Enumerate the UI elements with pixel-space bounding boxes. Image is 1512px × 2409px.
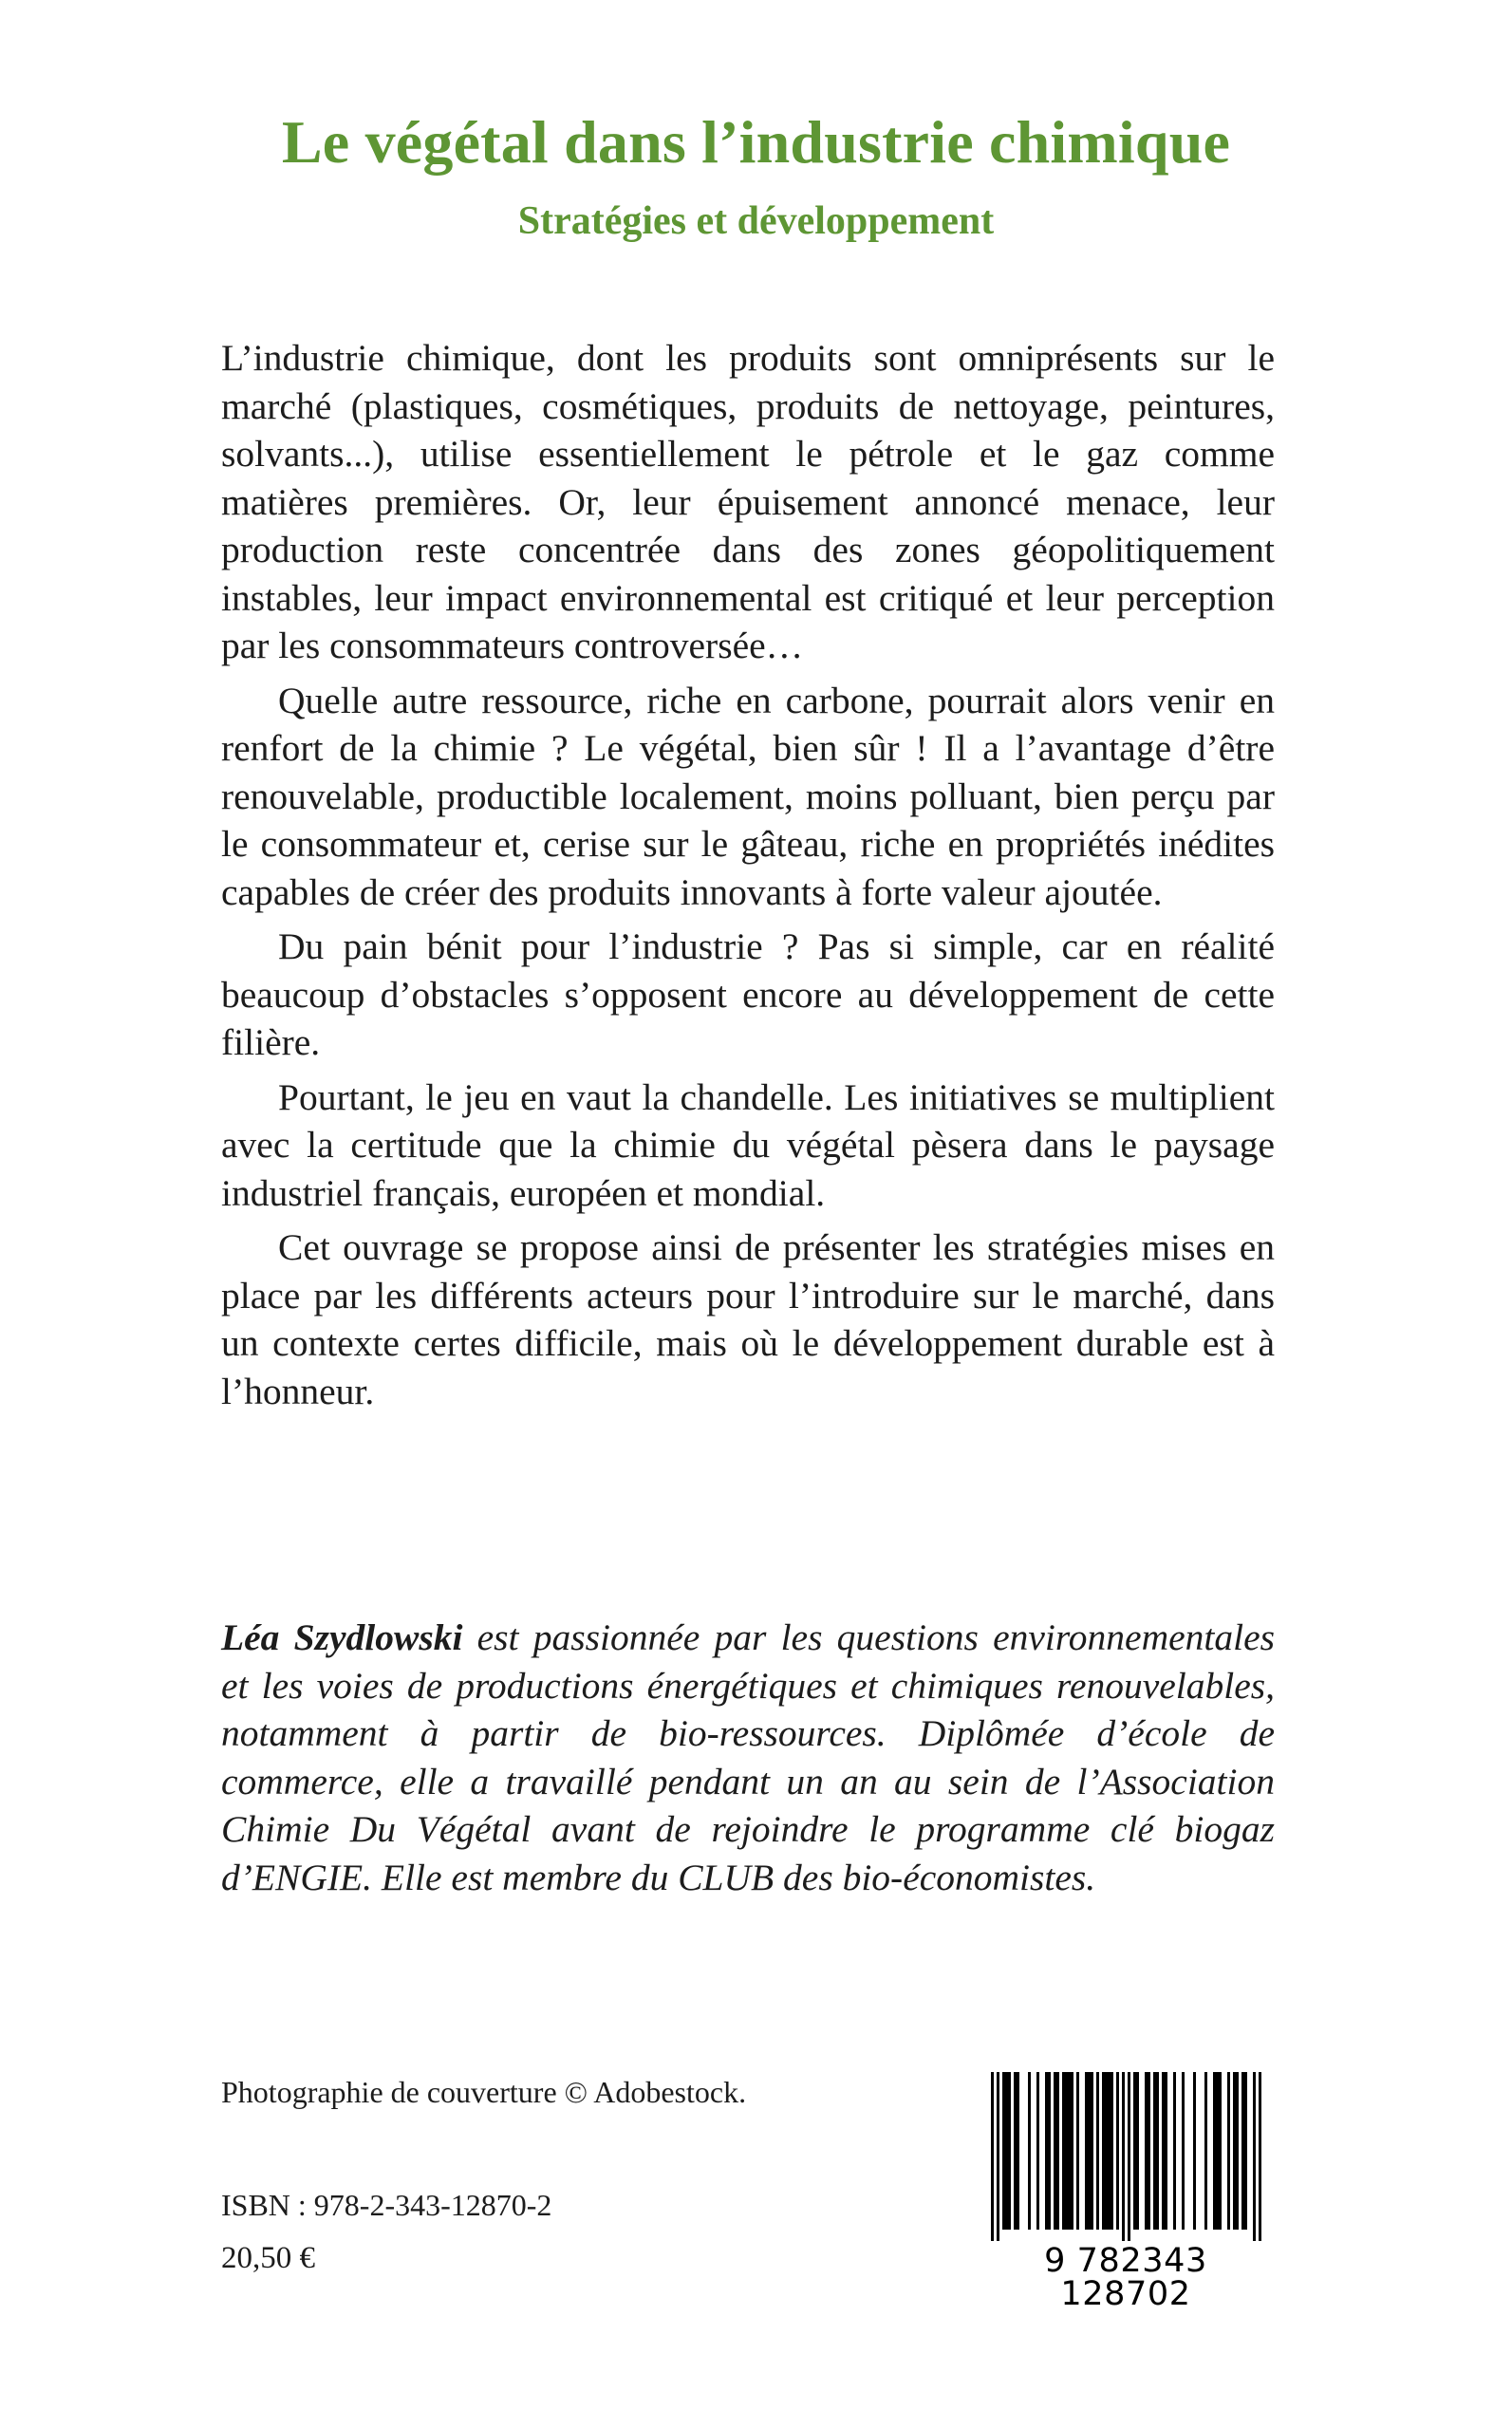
barcode-bar	[1102, 2072, 1105, 2230]
barcode-bar	[1148, 2072, 1150, 2230]
barcode-bar	[1145, 2072, 1148, 2230]
barcode-bar	[1204, 2072, 1207, 2230]
book-title: Le végétal dans l’industrie chimique	[281, 108, 1231, 176]
barcode-bar	[1213, 2072, 1216, 2230]
barcode-bar	[1111, 2072, 1113, 2230]
barcode-bar	[1105, 2072, 1108, 2230]
isbn: ISBN : 978-2-343-12870-2	[221, 2188, 552, 2222]
barcode-bar	[1244, 2072, 1247, 2230]
barcode-bar	[1136, 2072, 1139, 2230]
barcode-bar	[1045, 2072, 1048, 2230]
blurb-paragraph: Du pain bénit pour l’industrie ? Pas si simple, car en réalité beaucoup d’obstacles s’opposent encore au développement de cette filière.	[221, 925, 1275, 1063]
blurb-paragraph: Cet ouvrage se propose ainsi de présenter les stratégies mises en place par les différents acteurs pour l’introduire sur le marché, dans un contexte certes difficile, mais où le développement durable est à l’honneur.	[221, 1226, 1275, 1412]
author-bio-text: est passionnée par les questions environnementales et les voies de productions énergétiques et chimiques renouvelables, notamment à partir de bio-ressources. Diplômée d’école de commerce, elle a travaillé pendant un an au sein de l’Association Chimie Du Végétal avant de rejoindre le programme clé biogaz d’ENGIE. Elle est membre du CLUB des bio-économistes.	[221, 1616, 1275, 1898]
barcode-bar	[1048, 2072, 1051, 2230]
barcode-bar	[1241, 2072, 1244, 2230]
barcode-bar	[1096, 2072, 1099, 2230]
barcode-bar	[1028, 2072, 1031, 2230]
blurb-paragraph: Pourtant, le jeu en vaut la chandelle. Les initiatives se multiplient avec la certitude que la chimie du végétal pèsera dans le paysage industriel français, européen et mondial.	[221, 1075, 1275, 1214]
barcode-bar	[1108, 2072, 1111, 2230]
back-cover-blurb	[221, 334, 1275, 1422]
barcode-bar	[1062, 2072, 1065, 2230]
barcode-bar	[1153, 2072, 1156, 2230]
barcode-bar	[991, 2072, 994, 2241]
photo-credit: Photographie de couverture © Adobestock.	[221, 2075, 747, 2109]
barcode-bar	[1116, 2072, 1119, 2230]
barcode-bar	[1162, 2072, 1165, 2230]
barcode-bar	[1233, 2072, 1236, 2230]
barcode-bar	[1036, 2072, 1039, 2230]
barcode-bar	[1068, 2072, 1071, 2230]
barcode-bar	[1065, 2072, 1068, 2230]
barcode-bar	[1133, 2072, 1136, 2230]
price: 20,50 €	[221, 2241, 315, 2275]
book-subtitle: Stratégies et développement	[517, 199, 995, 243]
barcode-bar	[1165, 2072, 1167, 2230]
barcode-bar	[1173, 2072, 1176, 2230]
barcode-bar	[1002, 2072, 1005, 2230]
barcode-bar	[1076, 2072, 1079, 2230]
barcode-bar	[1008, 2072, 1011, 2230]
barcode-bar	[1128, 2072, 1130, 2241]
author-name: Léa Szydlowski	[221, 1616, 463, 1658]
barcode-bars	[978, 2072, 1274, 2243]
barcode-bar	[1253, 2072, 1256, 2241]
barcode-bar	[1227, 2072, 1230, 2230]
barcode-bar	[1236, 2072, 1239, 2230]
barcode-bar	[1056, 2072, 1059, 2230]
barcode-bar	[1259, 2072, 1261, 2241]
barcode-bar	[1091, 2072, 1093, 2230]
barcode-bar	[1088, 2072, 1091, 2230]
barcode-bar	[1017, 2072, 1019, 2230]
barcode-bar	[1216, 2072, 1219, 2230]
blurb-paragraph: L’industrie chimique, dont les produits sont omniprésents sur le marché (plastiques, cosmétiques, produits de nettoyage, peintures, solvants...), utilise essentiellement le pétrole et le gaz comme matières premières. Or, leur épuisement annoncé menace, leur production reste concentrée dans des zones géopolitiquement instables, leur impact environnemental est critiqué et leur perception par les consommateurs controversée…	[221, 337, 1275, 666]
barcode-bar	[1005, 2072, 1008, 2230]
barcode	[978, 2072, 1274, 2313]
blurb-paragraph: Quelle autre ressource, riche en carbone, pourrait alors venir en renfort de la chimie ? Le végétal, bien sûr ! Il a l’avantage d’être renouvelable, productible localement, moins polluant, bien perçu par le consommateur et, cerise sur le gâteau, riche en propriétés inédites capables de créer des produits innovants à forte valeur ajoutée.	[221, 679, 1275, 913]
barcode-bar	[1085, 2072, 1088, 2230]
author-bio	[221, 1614, 1275, 1901]
barcode-bar	[1156, 2072, 1159, 2230]
barcode-bar	[1182, 2072, 1185, 2230]
barcode-bar	[1122, 2072, 1125, 2241]
barcode-digits: 9 782343 128702	[1044, 2242, 1207, 2313]
barcode-bar	[1193, 2072, 1196, 2230]
barcode-bar	[1219, 2072, 1222, 2230]
barcode-bar	[997, 2072, 999, 2241]
barcode-bar	[1054, 2072, 1056, 2230]
barcode-bar	[1014, 2072, 1017, 2230]
barcode-bar	[1071, 2072, 1073, 2230]
